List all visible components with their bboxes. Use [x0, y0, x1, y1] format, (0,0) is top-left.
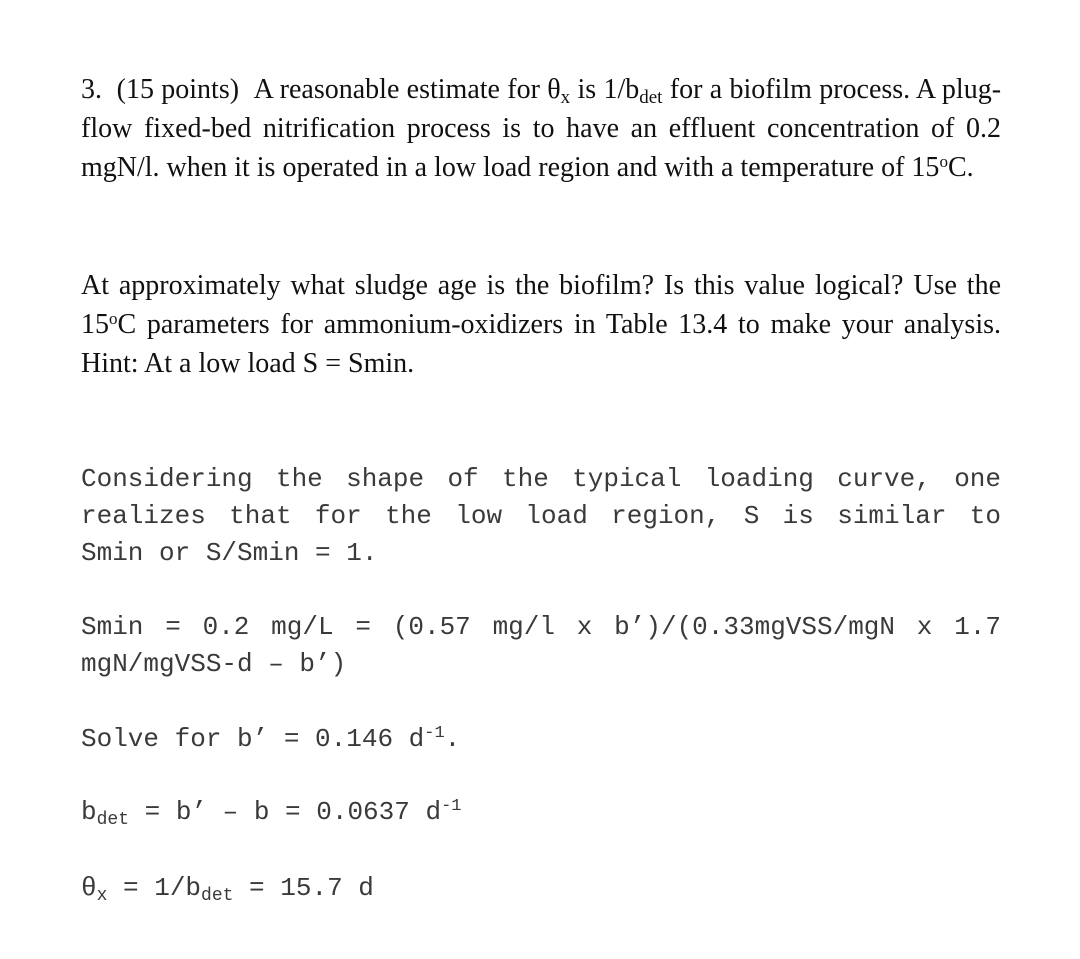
exponent: -1 [441, 797, 462, 816]
answer-solve-line [81, 721, 460, 758]
question-paragraph-2 [81, 266, 1001, 383]
question-text-part: C parameters for ammonium-oxidizers in Table 13.4 to make your analysis. Hint: At a low load S = Smin. [81, 309, 1001, 379]
answer-text-part: θ [81, 873, 97, 903]
question-text-part: C. [947, 152, 974, 183]
question-text-part: At approximately what sludge age is the biofilm? Is this value logical? Use the 15 [81, 270, 1001, 340]
question-points: (15 points) [116, 74, 240, 105]
answer-paragraph-2: Smin = 0.2 mg/L = (0.57 mg/l x b’)/(0.33mgVSS/mgN x 1.7 mgN/mgVSS-d – b’) [81, 612, 1001, 679]
x-subscript: x [96, 886, 108, 906]
answer-text-part: b [81, 797, 97, 827]
exponent: -1 [424, 724, 445, 743]
answer-text-part: Solve for b’ = 0.146 d [81, 724, 425, 754]
question-number: 3. [81, 74, 102, 105]
det-subscript: det [201, 886, 234, 906]
question-text-part: A reasonable estimate for θ [253, 74, 561, 105]
det-subscript: det [96, 810, 130, 830]
answer-text-part: = b’ – b = 0.0637 d [129, 797, 442, 827]
degree-mark: o [939, 152, 948, 171]
question-text-part: is 1/b [570, 74, 640, 105]
answer-text-part: = 1/b [107, 873, 202, 903]
answer-theta-line [81, 870, 374, 907]
answer-text-part: = 15.7 d [233, 873, 374, 903]
question-paragraph-1 [81, 70, 1001, 187]
question-text-part: for a biofilm process. A plug-flow fixed-bed nitrification process is to have an effluent concentration of 0.2 mgN/l. when it is operated in a low load region and with a temperature of 15 [81, 74, 1002, 183]
degree-mark: o [109, 309, 118, 328]
answer-bdet-line [81, 794, 461, 831]
b-det-subscript: det [639, 87, 663, 108]
answer-paragraph-1: Considering the shape of the typical loading curve, one realizes that for the low load region, S is similar to Smin or S/Smin = 1. [81, 464, 1001, 568]
answer-text-part: . [444, 724, 461, 754]
theta-subscript: x [560, 87, 571, 108]
